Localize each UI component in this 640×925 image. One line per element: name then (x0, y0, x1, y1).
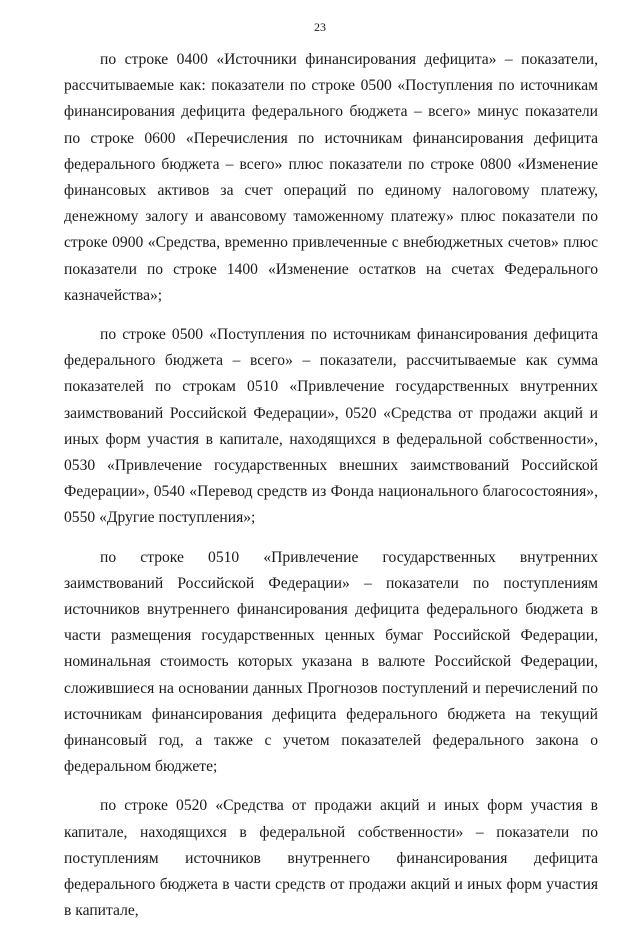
paragraph-line-0510: по строке 0510 «Привлечение государственных внутренних заимствований Российской Федерации» – показатели по поступлениям источников внутреннего финансирования дефицита федерального бюджета в части размещения государственных ценных бумаг Российской Федерации, номинальная стоимость которых указана в валюте Российской Федерации, сложившиеся на основании данных Прогнозов поступлений и перечислений по источникам финансирования дефицита федерального бюджета на текущий финансовый год, а также с учетом показателей федерального закона о федеральном бюджете; (64, 548, 598, 776)
paragraph-line-0500: по строке 0500 «Поступления по источникам финансирования дефицита федерального бюджета – всего» – показатели, рассчитываемые как сумма показателей по строкам 0510 «Привлечение государственных внутренних заимствований Российской Федерации», 0520 «Средства от продажи акций и иных форм участия в капитале, находящихся в федеральной собственности», 0530 «Привлечение государственных внешних заимствований Российской Федерации», 0540 «Перевод средств из Фонда национального благосостояния», 0550 «Другие поступления»; (64, 326, 598, 527)
document-body (64, 47, 598, 925)
paragraph-line-0400: по строке 0400 «Источники финансирования дефицита» – показатели, рассчитываемые как: показатели по строке 0500 «Поступления по источникам финансирования дефицита федерального бюджета – всего» минус показатели по строке 0600 «Перечисления по источникам финансирования дефицита федерального бюджета – всего» плюс показатели по строке 0800 «Изменение финансовых активов за счет операций по единому налоговому платежу, денежному залогу и авансовому таможенному платежу» плюс показатели по строке 0900 «Средства, временно привлеченные с внебюджетных счетов» плюс показатели по строке 1400 «Изменение остатков на счетах Федерального казначейства»; (64, 51, 598, 304)
paragraph-line-0520: по строке 0520 «Средства от продажи акций и иных форм участия в капитале, находящихся в федеральной собственности» – показатели по поступлениям источников внутреннего финансирования дефицита федерального бюджета в части средств от продажи акций и иных форм участия в капитале, (64, 797, 598, 920)
page-number: 23 (314, 20, 326, 34)
